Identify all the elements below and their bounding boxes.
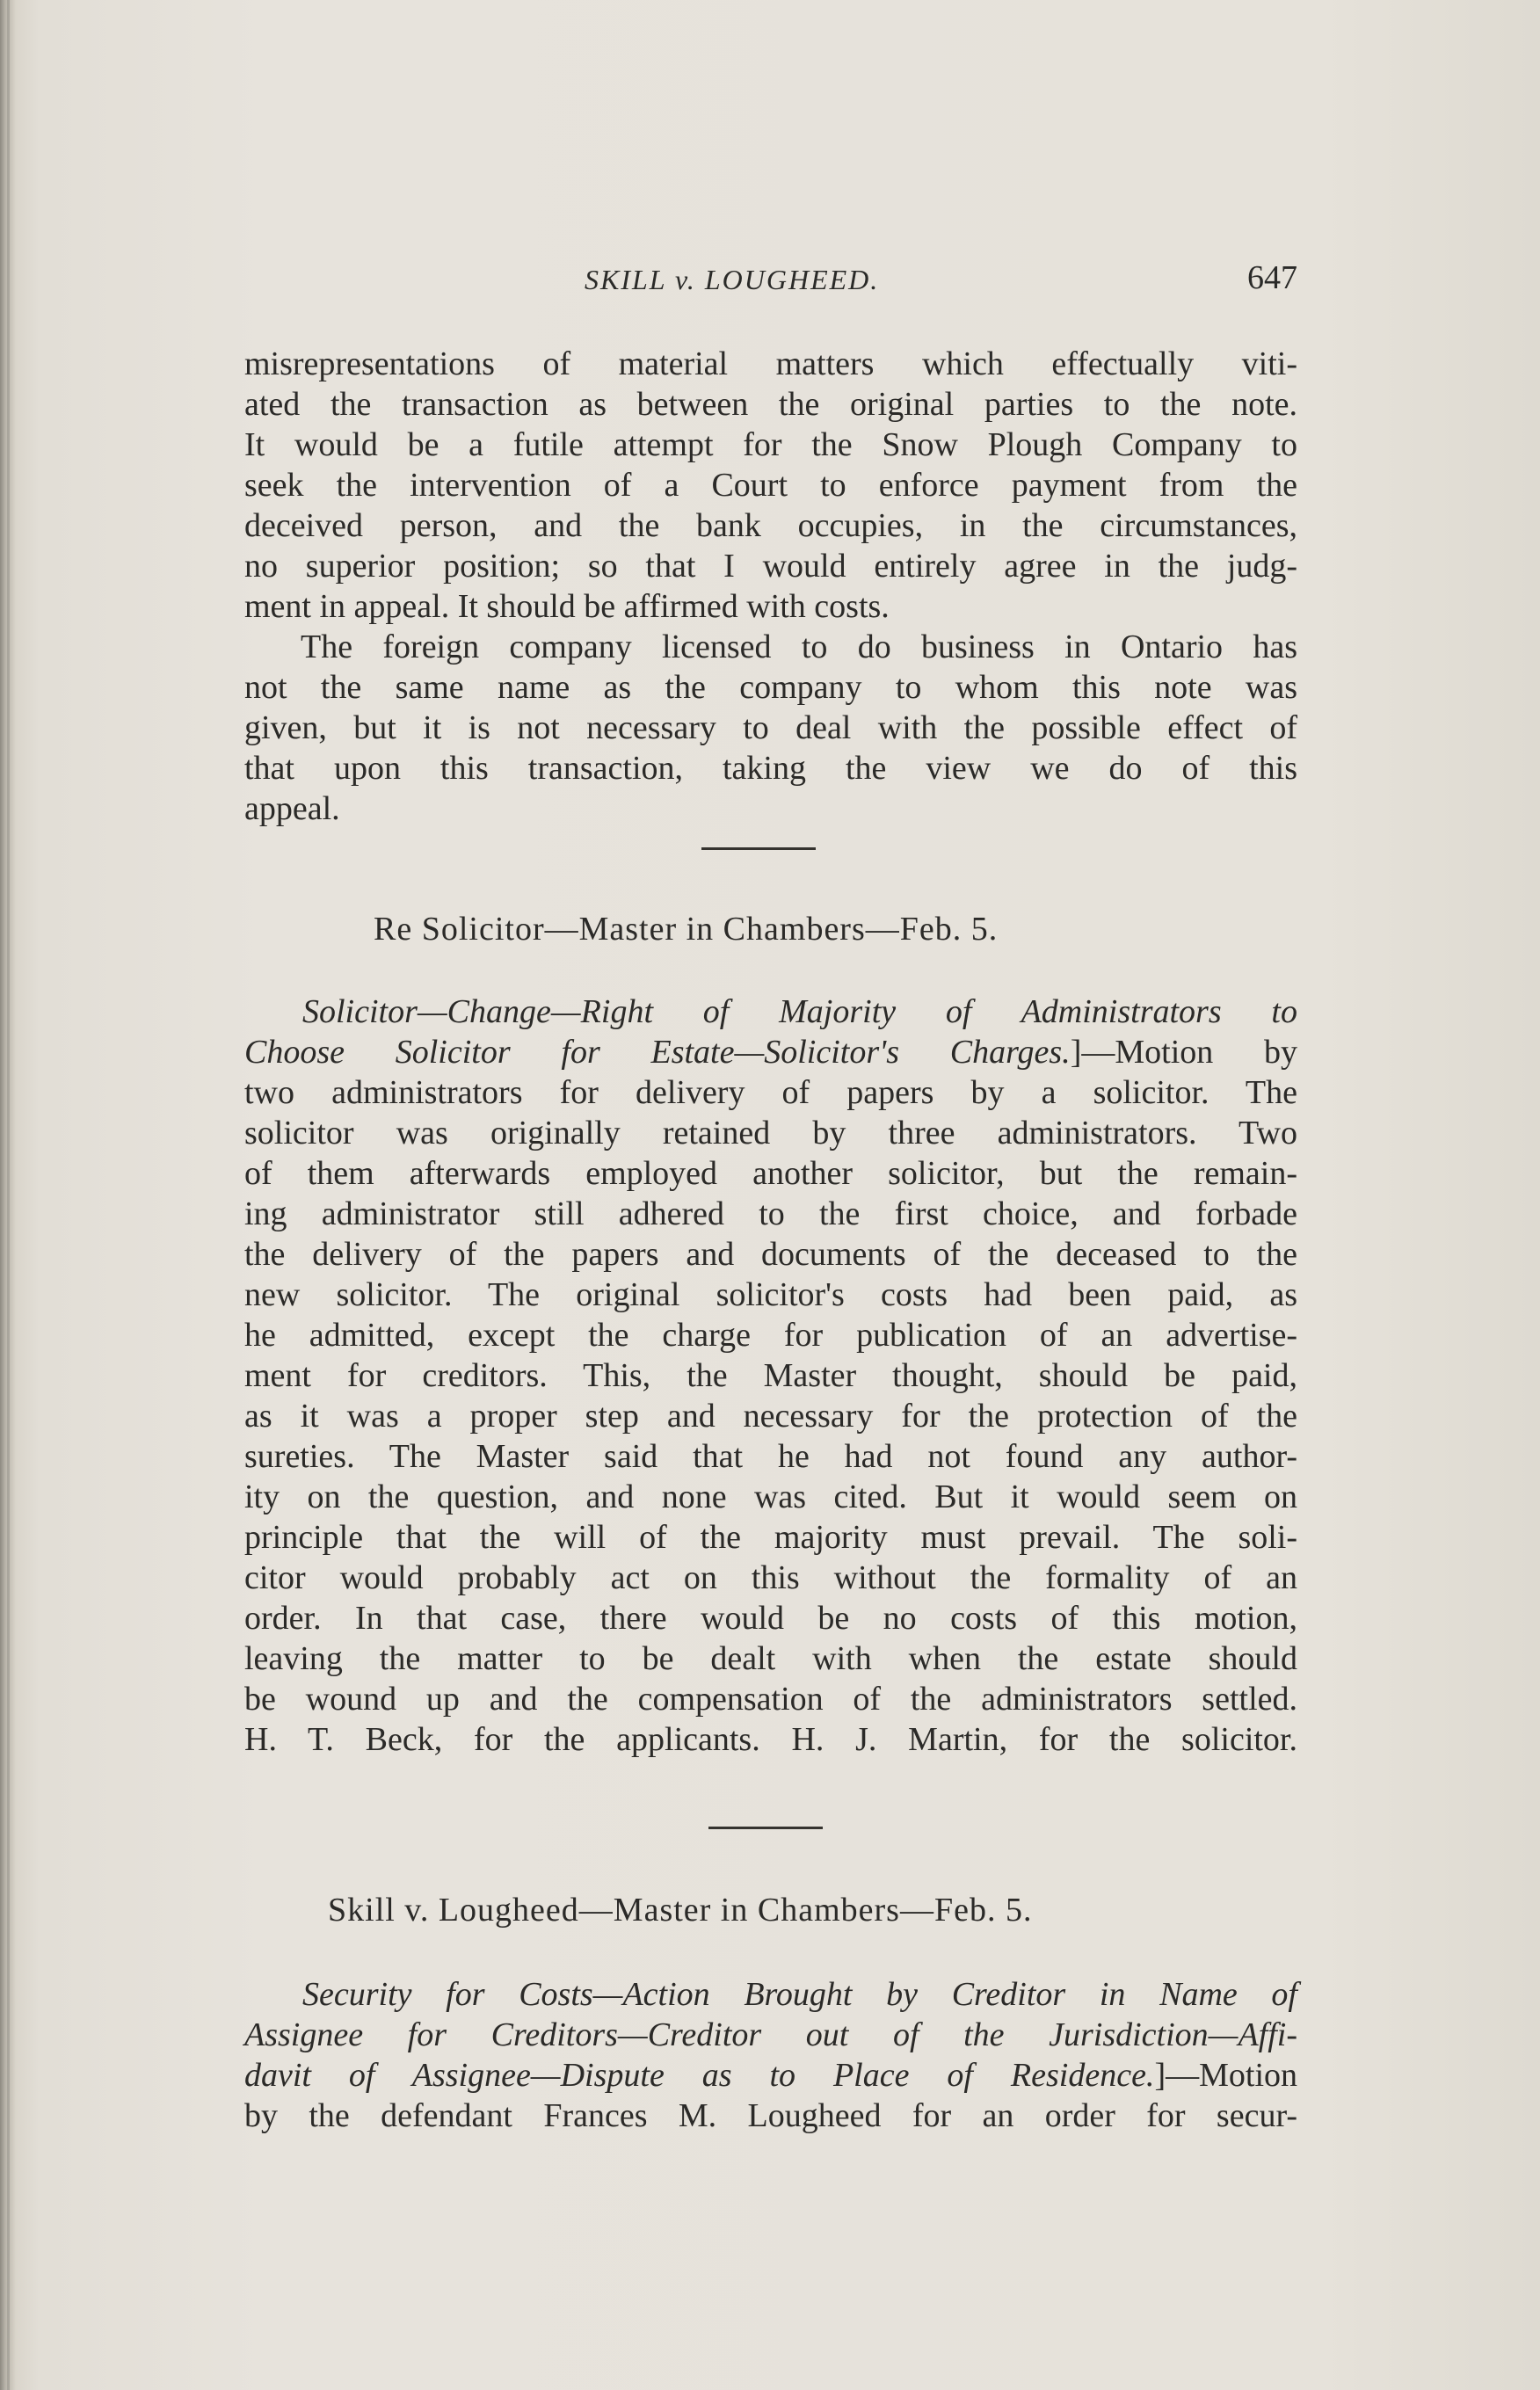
text-line: ity on the question, and none was cited. But it would seem on (244, 1478, 1297, 1515)
text-line: two administrators for delivery of papers by a solicitor. The (244, 1074, 1297, 1111)
headnote-roman: ]—Motion by (1070, 1034, 1297, 1071)
case-skill-v-lougheed-body (244, 1974, 1297, 2136)
text-line: appeal. (244, 790, 340, 827)
text-line: by the defendant Frances M. Lougheed for an order for secur- (244, 2097, 1297, 2134)
text-line: not the same name as the company to whom this note was (244, 669, 1297, 706)
headnote-italic: Choose Solicitor for Estate—Solicitor's Charges. (244, 1034, 1071, 1071)
text-line: sureties. The Master said that he had not found any author- (244, 1438, 1297, 1475)
text-line: no superior position; so that I would entirely agree in the judg- (244, 548, 1297, 585)
headnote-roman: ]—Motion (1154, 2057, 1297, 2094)
text-line: H. T. Beck, for the applicants. H. J. Martin, for the solicitor. (244, 1721, 1297, 1758)
case-heading-re-solicitor: Re Solicitor—Master in Chambers—Feb. 5. (374, 911, 999, 948)
text-line: leaving the matter to be dealt with when the estate should (244, 1640, 1297, 1677)
binding-edge (7, 0, 10, 2390)
headnote-line: Solicitor—Change—Right of Majority of Administrators to (302, 993, 1297, 1030)
headnote-italic: davit of Assignee—Dispute as to Place of Residence. (244, 2057, 1155, 2094)
text-line: principle that the will of the majority must prevail. The soli- (244, 1519, 1297, 1556)
headnote-line: Assignee for Creditors—Creditor out of the Jurisdiction—Affi- (244, 2016, 1297, 2053)
text-line: solicitor was originally retained by three administrators. Two (244, 1115, 1297, 1151)
continuation-paragraph (244, 344, 1297, 627)
text-line: order. In that case, there would be no costs of this motion, (244, 1600, 1297, 1637)
text-line: The foreign company licensed to do business in Ontario has (301, 628, 1297, 665)
section-divider (701, 847, 816, 850)
text-line: that upon this transaction, taking the view we do of this (244, 750, 1297, 787)
text-line: new solicitor. The original solicitor's costs had been paid, as (244, 1276, 1297, 1313)
page-number: 647 (1247, 259, 1297, 296)
case-heading-skill-v-lougheed: Skill v. Lougheed—Master in Chambers—Feb. 5. (328, 1892, 1033, 1929)
case-re-solicitor-body (244, 992, 1297, 1760)
text-line: citor would probably act on this without the formality of an (244, 1559, 1297, 1596)
text-line: be wound up and the compensation of the administrators settled. (244, 1681, 1297, 1718)
paragraph-two (244, 627, 1297, 829)
headnote-line: Security for Costs—Action Brought by Creditor in Name of (302, 1976, 1297, 2013)
text-line: ing administrator still adhered to the first choice, and forbade (244, 1195, 1297, 1232)
section-divider (708, 1827, 823, 1829)
text-line: the delivery of the papers and documents of the deceased to the (244, 1236, 1297, 1273)
running-title: SKILL v. LOUGHEED. (585, 264, 880, 295)
text-line: he admitted, except the charge for publication of an advertise- (244, 1317, 1297, 1354)
running-header (244, 259, 1297, 304)
text-line: ated the transaction as between the original parties to the note. (244, 386, 1297, 423)
headnote-line (244, 2055, 1297, 2096)
text-line: given, but it is not necessary to deal with the possible effect of (244, 709, 1297, 746)
headnote-line (244, 1032, 1297, 1072)
text-line: seek the intervention of a Court to enforce payment from the (244, 467, 1297, 504)
text-line: It would be a futile attempt for the Snow Plough Company to (244, 426, 1297, 463)
text-line: deceived person, and the bank occupies, in the circumstances, (244, 507, 1297, 544)
text-line: misrepresentations of material matters which effectually viti- (244, 345, 1297, 382)
text-line: of them afterwards employed another solicitor, but the remain- (244, 1155, 1297, 1192)
text-line: ment for creditors. This, the Master thought, should be paid, (244, 1357, 1297, 1394)
text-line: as it was a proper step and necessary for the protection of the (244, 1398, 1297, 1435)
text-line: ment in appeal. It should be affirmed with costs. (244, 588, 890, 625)
